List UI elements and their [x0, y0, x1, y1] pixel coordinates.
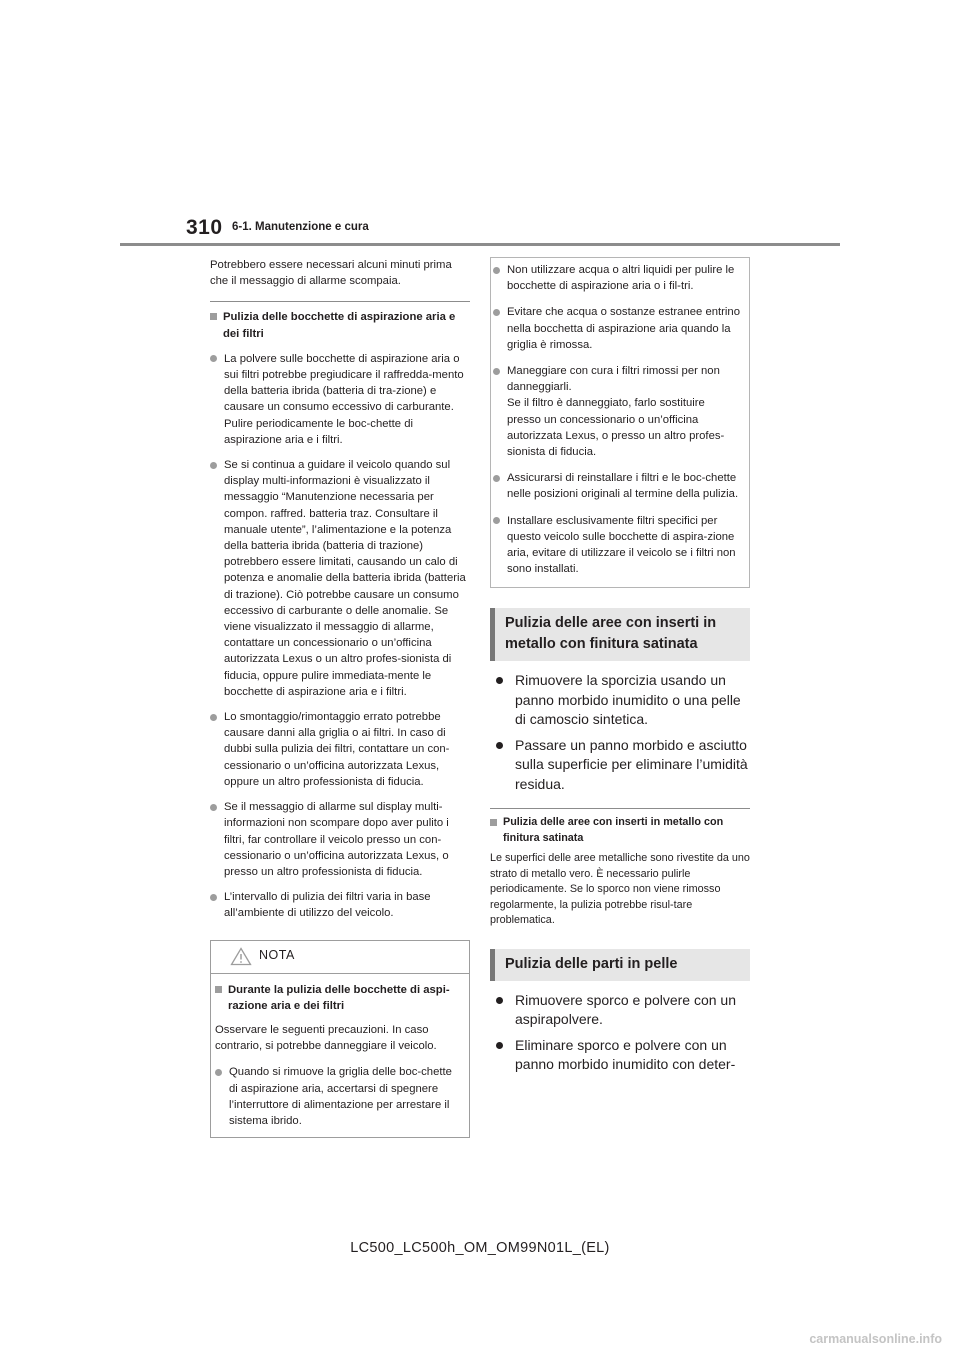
square-bullet-icon [490, 819, 497, 826]
bullet-icon [493, 475, 500, 482]
caution-continuation-box [490, 257, 750, 588]
section-banner-leather: Pulizia delle parti in pelle [490, 949, 750, 981]
square-bullet-icon [210, 313, 217, 320]
list-item: Passare un panno morbido e asciutto sulla superficie per eliminare l’umidità residua. [490, 736, 750, 795]
list-item: Maneggiare con cura i filtri rimossi per non danneggiarli. Se il filtro è danneggiato, farlo sostituire presso un concessionario o un’officina autorizzata Lexus, o presso un altro profes-sionista di fiducia. [493, 363, 741, 460]
left-column [210, 257, 470, 1138]
warning-triangle-icon [230, 947, 252, 966]
bullet-icon [493, 309, 500, 316]
bullet-icon [493, 267, 500, 274]
list-item: La polvere sulle bocchette di aspirazione aria o sui filtri potrebbe pregiudicare il raffredda-mento della batteria ibrida (batteria di tra-zione) e causare un consumo eccessivo di carburante. Pulire periodicamente le boc-chette di aspirazione aria e i filtri. [210, 351, 470, 448]
bullet-icon [496, 997, 503, 1004]
list-item: Rimuovere sporco e polvere con un aspirapolvere. [490, 991, 750, 1030]
list-item: Installare esclusivamente filtri specifici per questo veicolo sulle bocchette di aspira-zione aria, evitare di utilizzare il veicolo se i filtri non sono installati. [493, 513, 741, 578]
bullet-icon [210, 804, 217, 811]
nota-header [211, 941, 469, 974]
list-item: Eliminare sporco e polvere con un panno morbido inumidito con deter- [490, 1036, 750, 1075]
bullet-icon [493, 368, 500, 375]
list-item: Rimuovere la sporcizia usando un panno morbido inumidito o una pelle di camoscio sintetica. [490, 671, 750, 730]
nota-box [210, 940, 470, 1139]
header-rule [120, 243, 840, 246]
note-heading: Pulizia delle bocchette di aspirazione aria e dei filtri [210, 309, 470, 341]
watermark: carmanualsonline.info [809, 1332, 942, 1346]
nota-label: NOTA [259, 947, 295, 962]
list-item: Se si continua a guidare il veicolo quando sul display multi-informazioni è visualizzato il messaggio “Manutenzione necessaria per compon. raffred. batteria traz. Consultare il manuale utente”, l’alimentazione e la potenza della batteria ibrida (batteria di trazione) potrebbero essere limitati, causando un calo di potenza e anomalie della batteria ibrida (batteria di trazione). Ciò potrebbe causare un consumo eccessivo di carburante o delle anomalie. Se viene visualizzato il messaggio di allarme, contattare un concessionario o un’officina autorizzata Lexus o un altro profes-sionista di fiducia, oppure pulire immediata-mente le bocchette di aspirazione aria e i filtri. [210, 457, 470, 700]
bullet-icon [210, 355, 217, 362]
list-item: Assicurarsi di reinstallare i filtri e le boc-chette nelle posizioni originali al termine della pulizia. [493, 470, 741, 502]
divider [490, 808, 750, 809]
list-item: Se il messaggio di allarme sul display multi-informazioni non scompare dopo aver pulito i filtri, far controllare il veicolo presso un con-cessionario o un’officina autorizzata Lexus, o presso un altro professionista di fiducia. [210, 799, 470, 880]
bullet-icon [496, 1042, 503, 1049]
bullet-icon [493, 517, 500, 524]
list-item: Non utilizzare acqua o altri liquidi per pulire le bocchette di aspirazione aria o i fil-tri. [493, 262, 741, 294]
list-item: Evitare che acqua o sostanze estranee entrino nella bocchetta di aspirazione aria quando la griglia è rimossa. [493, 304, 741, 353]
note-text: Le superfici delle aree metalliche sono rivestite da uno strato di metallo vero. È necessario pulirle periodicamente. Se lo sporco non viene rimosso regolarmente, la pulizia potrebbe risul-tare problematica. [490, 852, 750, 927]
right-column [490, 257, 750, 1075]
page-header [0, 0, 960, 250]
note-heading: Pulizia delle aree con inserti in metallo con finitura satinata [490, 815, 750, 846]
square-bullet-icon [215, 986, 222, 993]
bullet-icon [210, 714, 217, 721]
list-item: Quando si rimuove la griglia delle boc-chette di aspirazione aria, accertarsi di spegnere l’interruttore di alimentazione per arrestare il sistema ibrido. [215, 1064, 463, 1129]
bullet-icon [496, 677, 503, 684]
section-banner-satin-metal: Pulizia delle aree con inserti in metallo con finitura satinata [490, 608, 750, 661]
nota-text: Osservare le seguenti precauzioni. In caso contrario, si potrebbe danneggiare il veicolo. [215, 1023, 437, 1053]
section-title: 6-1. Manutenzione e cura [232, 221, 369, 233]
bullet-icon [210, 462, 217, 469]
document-code: LC500_LC500h_OM_OM99N01L_(EL) [350, 1240, 610, 1256]
bullet-icon [215, 1069, 222, 1076]
nota-heading: Durante la pulizia delle bocchette di aspi-razione aria e dei filtri [215, 982, 463, 1014]
bullet-icon [496, 742, 503, 749]
divider [210, 301, 470, 302]
bullet-icon [210, 894, 217, 901]
list-item: Lo smontaggio/rimontaggio errato potrebbe causare danni alla griglia o ai filtri. In caso di dubbi sulla pulizia dei filtri, contattare un con-cessionario o un’officina autorizzata Lexus, oppure un altro professionista di fiducia. [210, 709, 470, 790]
list-item: L’intervallo di pulizia dei filtri varia in base all’ambiente di utilizzo del veicolo. [210, 889, 470, 921]
page-number: 310 [186, 216, 223, 239]
intro-text: Potrebbero essere necessari alcuni minuti prima che il messaggio di allarme scompaia. [210, 259, 452, 288]
